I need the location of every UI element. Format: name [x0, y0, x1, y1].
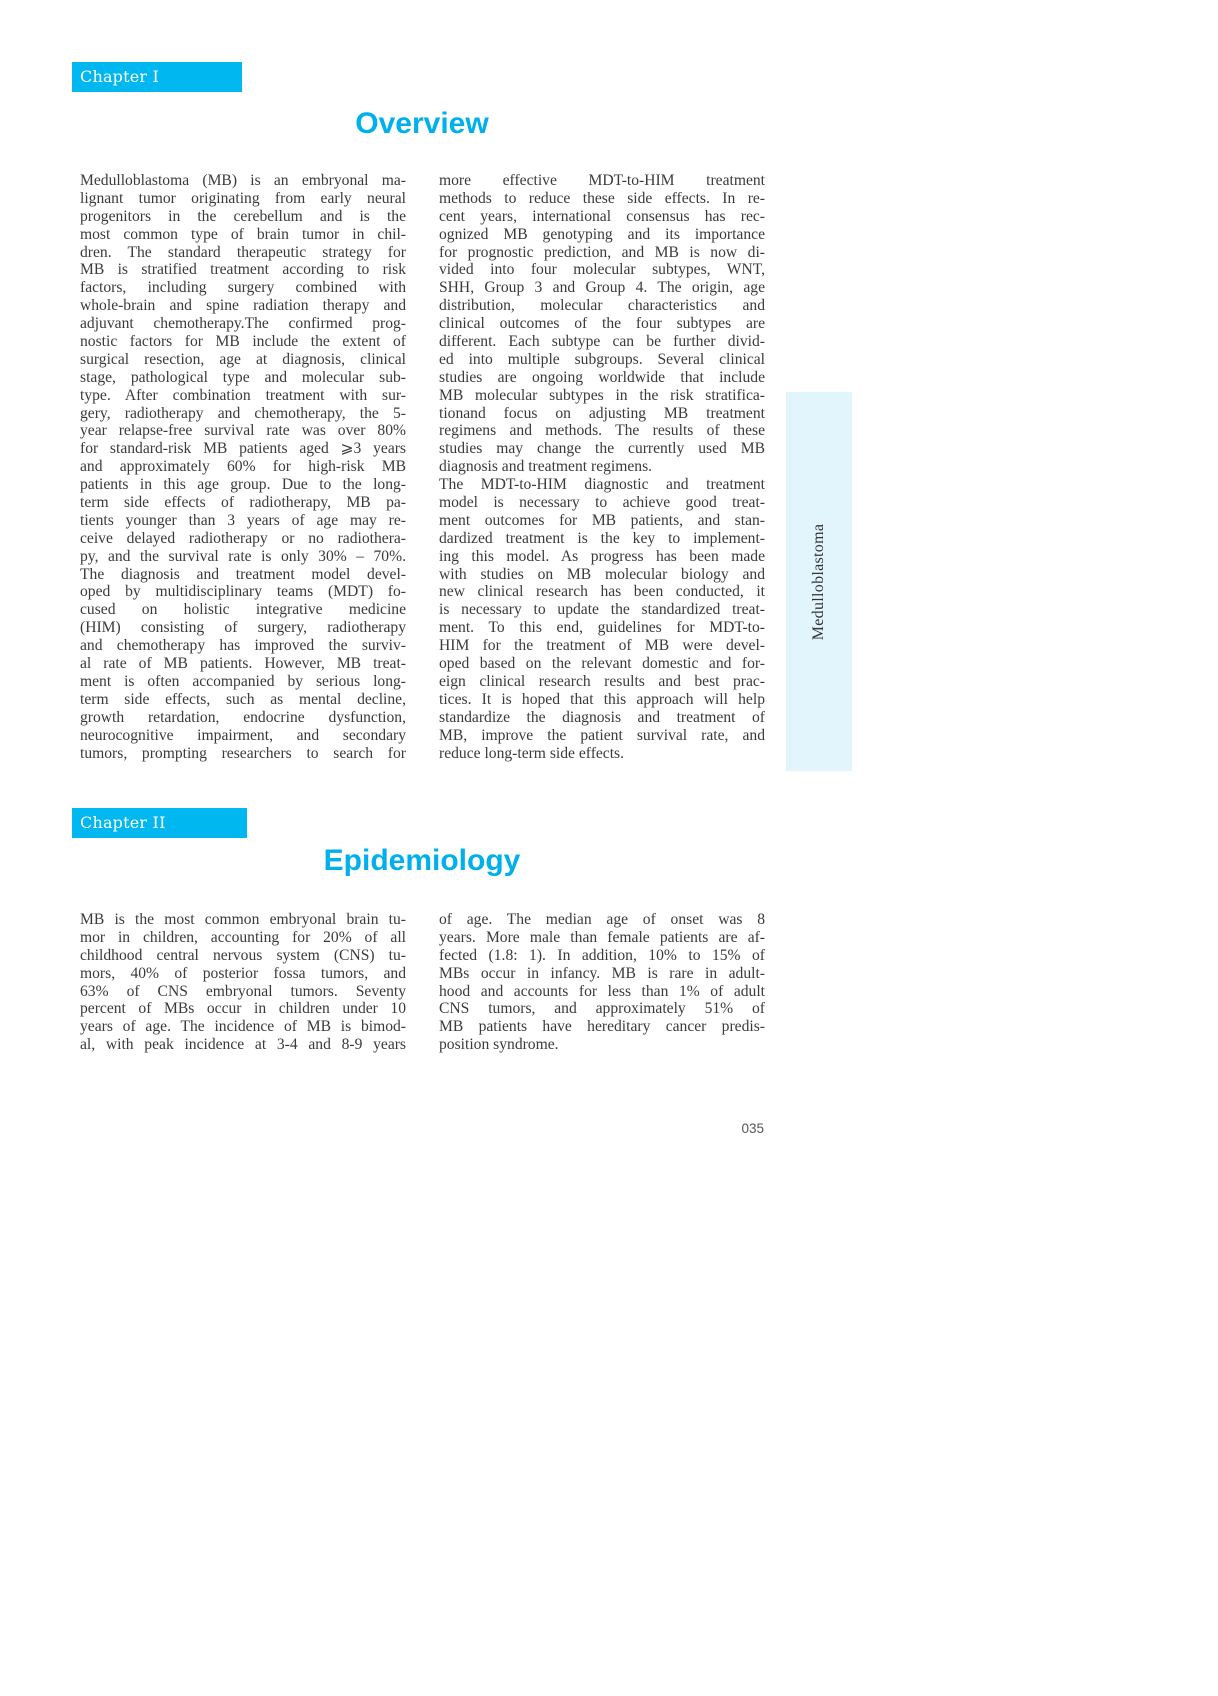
- text-line: ment outcomes for MB patients, and stan-: [439, 511, 765, 529]
- text-line: most common type of brain tumor in chil-: [80, 225, 406, 243]
- text-line: The diagnosis and treatment model devel-: [80, 565, 406, 583]
- text-line: is necessary to update the standardized treat-: [439, 601, 765, 619]
- text-line: ed into multiple subgroups. Several clinical: [439, 350, 765, 368]
- text-line: py, and the survival rate is only 30% – 70%.: [80, 547, 406, 565]
- text-line: fected (1.8: 1). In addition, 10% to 15% of: [439, 946, 765, 964]
- text-line: ment is often accompanied by serious long-: [80, 672, 406, 690]
- text-line: studies may change the currently used MB: [439, 440, 765, 458]
- text-line: lignant tumor originating from early neural: [80, 189, 406, 207]
- text-line: years. More male than female patients are af-: [439, 928, 765, 946]
- text-line: methods to reduce these side effects. In re-: [439, 189, 765, 207]
- text-line: tumors, prompting researchers to search for: [80, 744, 406, 762]
- text-line: tients younger than 3 years of age may re-: [80, 511, 406, 529]
- text-line: more effective MDT-to-HIM treatment: [439, 172, 765, 189]
- text-line: percent of MBs occur in children under 10: [80, 1000, 406, 1018]
- text-line: MB is the most common embryonal brain tu-: [80, 911, 406, 928]
- text-line: ognized MB genotyping and its importance: [439, 225, 765, 243]
- text-line: mors, 40% of posterior fossa tumors, and: [80, 964, 406, 982]
- text-line: ceive delayed radiotherapy or no radiothera-: [80, 529, 406, 547]
- text-line: neurocognitive impairment, and secondary: [80, 726, 406, 744]
- text-line: ment. To this end, guidelines for MDT-to-: [439, 619, 765, 637]
- text-line: model is necessary to achieve good treat-: [439, 494, 765, 512]
- text-line: MBs occur in infancy. MB is rare in adult-: [439, 964, 765, 982]
- text-line: patients in this age group. Due to the long-: [80, 476, 406, 494]
- text-line: oped by multidisciplinary teams (MDT) fo-: [80, 583, 406, 601]
- text-line: standardize the diagnosis and treatment of: [439, 708, 765, 726]
- text-line: vided into four molecular subtypes, WNT,: [439, 261, 765, 279]
- text-line: surgical resection, age at diagnosis, clinical: [80, 350, 406, 368]
- text-line: distribution, molecular characteristics and: [439, 297, 765, 315]
- text-line: factors, including surgery combined with: [80, 279, 406, 297]
- text-line: oped based on the relevant domestic and for-: [439, 655, 765, 673]
- epidemiology-right-column: [439, 911, 765, 1054]
- text-line: new clinical research has been conducted, it: [439, 583, 765, 601]
- text-line: position syndrome.: [439, 1036, 559, 1054]
- text-line: and approximately 60% for high-risk MB: [80, 458, 406, 476]
- text-line: for standard-risk MB patients aged ⩾3 years: [80, 440, 406, 458]
- text-line: 63% of CNS embryonal tumors. Seventy: [80, 982, 406, 1000]
- overview-title: Overview: [355, 107, 489, 140]
- text-line: HIM for the treatment of MB were devel-: [439, 637, 765, 655]
- side-tab-label: Medulloblastoma: [810, 523, 827, 640]
- text-line: term side effects of radiotherapy, MB pa-: [80, 494, 406, 512]
- text-line: ing this model. As progress has been made: [439, 547, 765, 565]
- text-line: gery, radiotherapy and chemotherapy, the 5-: [80, 404, 406, 422]
- text-line: MB is stratified treatment according to risk: [80, 261, 406, 279]
- text-line: (HIM) consisting of surgery, radiotherapy: [80, 619, 406, 637]
- text-line: MB molecular subtypes in the risk stratifica-: [439, 386, 765, 404]
- text-line: MB, improve the patient survival rate, and: [439, 726, 765, 744]
- text-line: year relapse-free survival rate was over 80%: [80, 422, 406, 440]
- text-line: type. After combination treatment with sur-: [80, 386, 406, 404]
- text-line: and chemotherapy has improved the surviv-: [80, 637, 406, 655]
- side-tab: [786, 392, 852, 771]
- text-line: MB patients have hereditary cancer predis-: [439, 1018, 765, 1036]
- text-line: childhood central nervous system (CNS) tu-: [80, 946, 406, 964]
- text-line: stage, pathological type and molecular sub-: [80, 368, 406, 386]
- text-line: years of age. The incidence of MB is bimod-: [80, 1018, 406, 1036]
- text-line: studies are ongoing worldwide that include: [439, 368, 765, 386]
- page-number: 035: [741, 1121, 764, 1136]
- epidemiology-left-column: [80, 911, 406, 1054]
- text-line: Medulloblastoma (MB) is an embryonal ma-: [80, 172, 406, 189]
- text-line: cused on holistic integrative medicine: [80, 601, 406, 619]
- text-line: tionand focus on adjusting MB treatment: [439, 404, 765, 422]
- text-line: tices. It is hoped that this approach will help: [439, 690, 765, 708]
- text-line: dren. The standard therapeutic strategy for: [80, 243, 406, 261]
- text-line: with studies on MB molecular biology and: [439, 565, 765, 583]
- text-line: SHH, Group 3 and Group 4. The origin, age: [439, 279, 765, 297]
- text-line: al, with peak incidence at 3-4 and 8-9 years: [80, 1036, 406, 1054]
- overview-left-column: [80, 172, 406, 762]
- text-line: al rate of MB patients. However, MB treat-: [80, 655, 406, 673]
- text-line: regimens and methods. The results of these: [439, 422, 765, 440]
- text-line: term side effects, such as mental decline,: [80, 690, 406, 708]
- text-line: CNS tumors, and approximately 51% of: [439, 1000, 765, 1018]
- text-line: dardized treatment is the key to implement-: [439, 529, 765, 547]
- text-line: nostic factors for MB include the extent of: [80, 333, 406, 351]
- text-line: different. Each subtype can be further divid-: [439, 333, 765, 351]
- chapter-2-label: Chapter II: [72, 808, 247, 838]
- epidemiology-title: Epidemiology: [323, 844, 521, 877]
- text-line: of age. The median age of onset was 8: [439, 911, 765, 928]
- text-line: diagnosis and treatment regimens.: [439, 458, 653, 476]
- text-line: mor in children, accounting for 20% of all: [80, 928, 406, 946]
- text-line: eign clinical research results and best prac-: [439, 672, 765, 690]
- text-line: clinical outcomes of the four subtypes are: [439, 315, 765, 333]
- text-line: hood and accounts for less than 1% of adult: [439, 982, 765, 1000]
- text-line: adjuvant chemotherapy.The confirmed prog-: [80, 315, 406, 333]
- text-line: progenitors in the cerebellum and is the: [80, 207, 406, 225]
- overview-right-column: [439, 172, 765, 762]
- chapter-1-label: Chapter I: [72, 62, 242, 92]
- text-line: cent years, international consensus has rec-: [439, 207, 765, 225]
- text-line: The MDT-to-HIM diagnostic and treatment: [439, 476, 765, 494]
- text-line: for prognostic prediction, and MB is now di-: [439, 243, 765, 261]
- text-line: reduce long-term side effects.: [439, 744, 625, 762]
- text-line: whole-brain and spine radiation therapy and: [80, 297, 406, 315]
- text-line: growth retardation, endocrine dysfunction,: [80, 708, 406, 726]
